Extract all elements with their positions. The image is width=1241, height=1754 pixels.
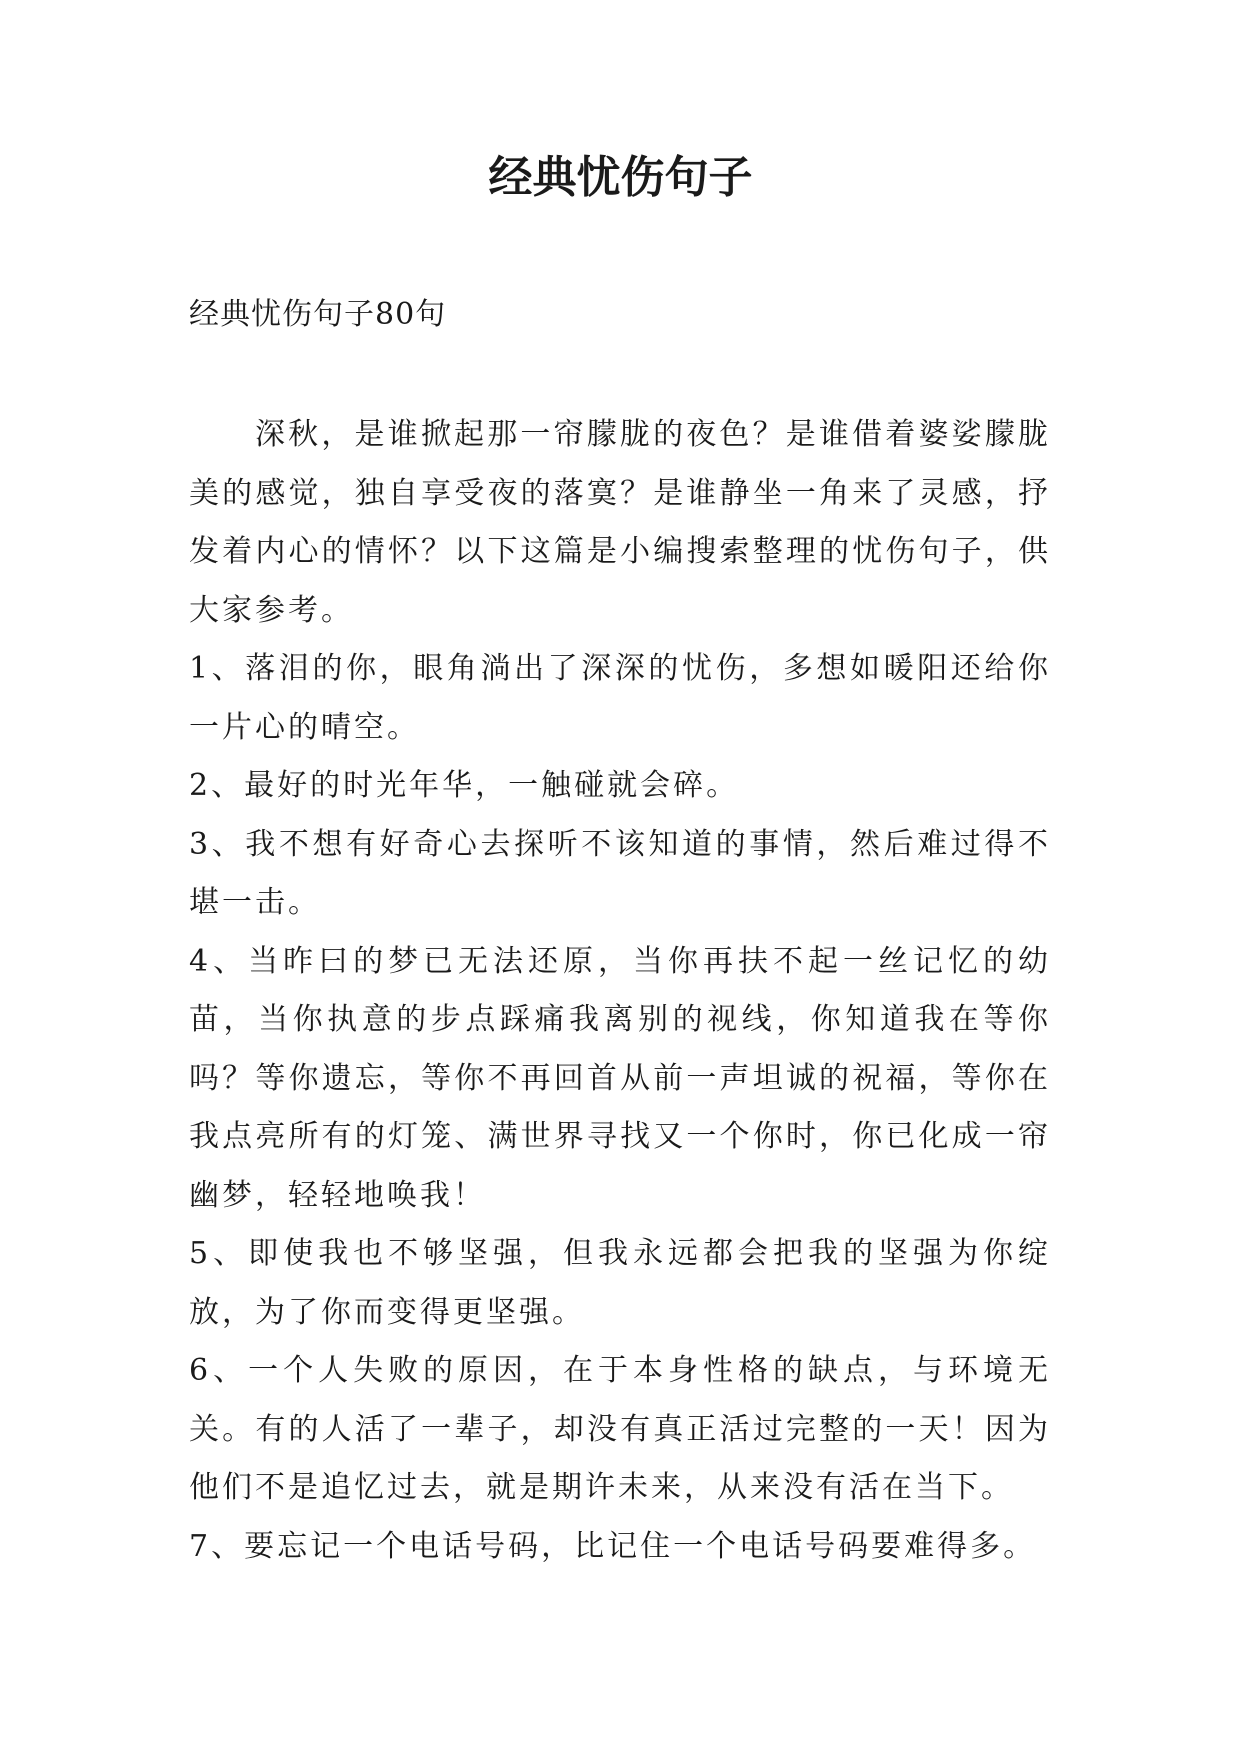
- document-body: [189, 406, 1051, 1576]
- document-title: 经典忧伤句子: [488, 152, 753, 203]
- list-item: 3、我不想有好奇心去探听不该知道的事情，然后难过得不堪一击。: [189, 826, 1051, 920]
- list-item: 1、落泪的你，眼角淌出了深深的忧伤，多想如暖阳还给你一片心的晴空。: [189, 651, 1051, 745]
- list-item: 4、当昨曰的梦已无法还原，当你再扶不起一丝记忆的幼苗，当你执意的步点踩痛我离别的视线，你知道我在等你吗？等你遗忘，等你不再回首从前一声坦诚的祝福，等你在我点亮所有的灯笼、满世界寻找又一个你时，你已化成一帘幽梦，轻轻地唤我！: [189, 943, 1051, 1213]
- list-item: 7、要忘记一个电话号码，比记住一个电话号码要难得多。: [189, 1528, 1037, 1564]
- document-subtitle: 经典忧伤句子80句: [189, 297, 447, 332]
- list-item: 5、即使我也不够坚强，但我永远都会把我的坚强为你绽放，为了你而变得更坚强。: [189, 1236, 1051, 1330]
- list-item: 6、一个人失败的原因，在于本身性格的缺点，与环境无关。有的人活了一辈子，却没有真正活过完整的一天！因为他们不是追忆过去，就是期许未来，从来没有活在当下。: [189, 1353, 1051, 1505]
- intro-paragraph: 深秋，是谁掀起那一帘朦胧的夜色？是谁借着婆娑朦胧美的感觉，独自享受夜的落寞？是谁静坐一角来了灵感，抒发着内心的情怀？以下这篇是小编搜索整理的忧伤句子，供大家参考。: [189, 417, 1051, 628]
- list-item: 2、最好的时光年华，一触碰就会碎。: [189, 768, 740, 803]
